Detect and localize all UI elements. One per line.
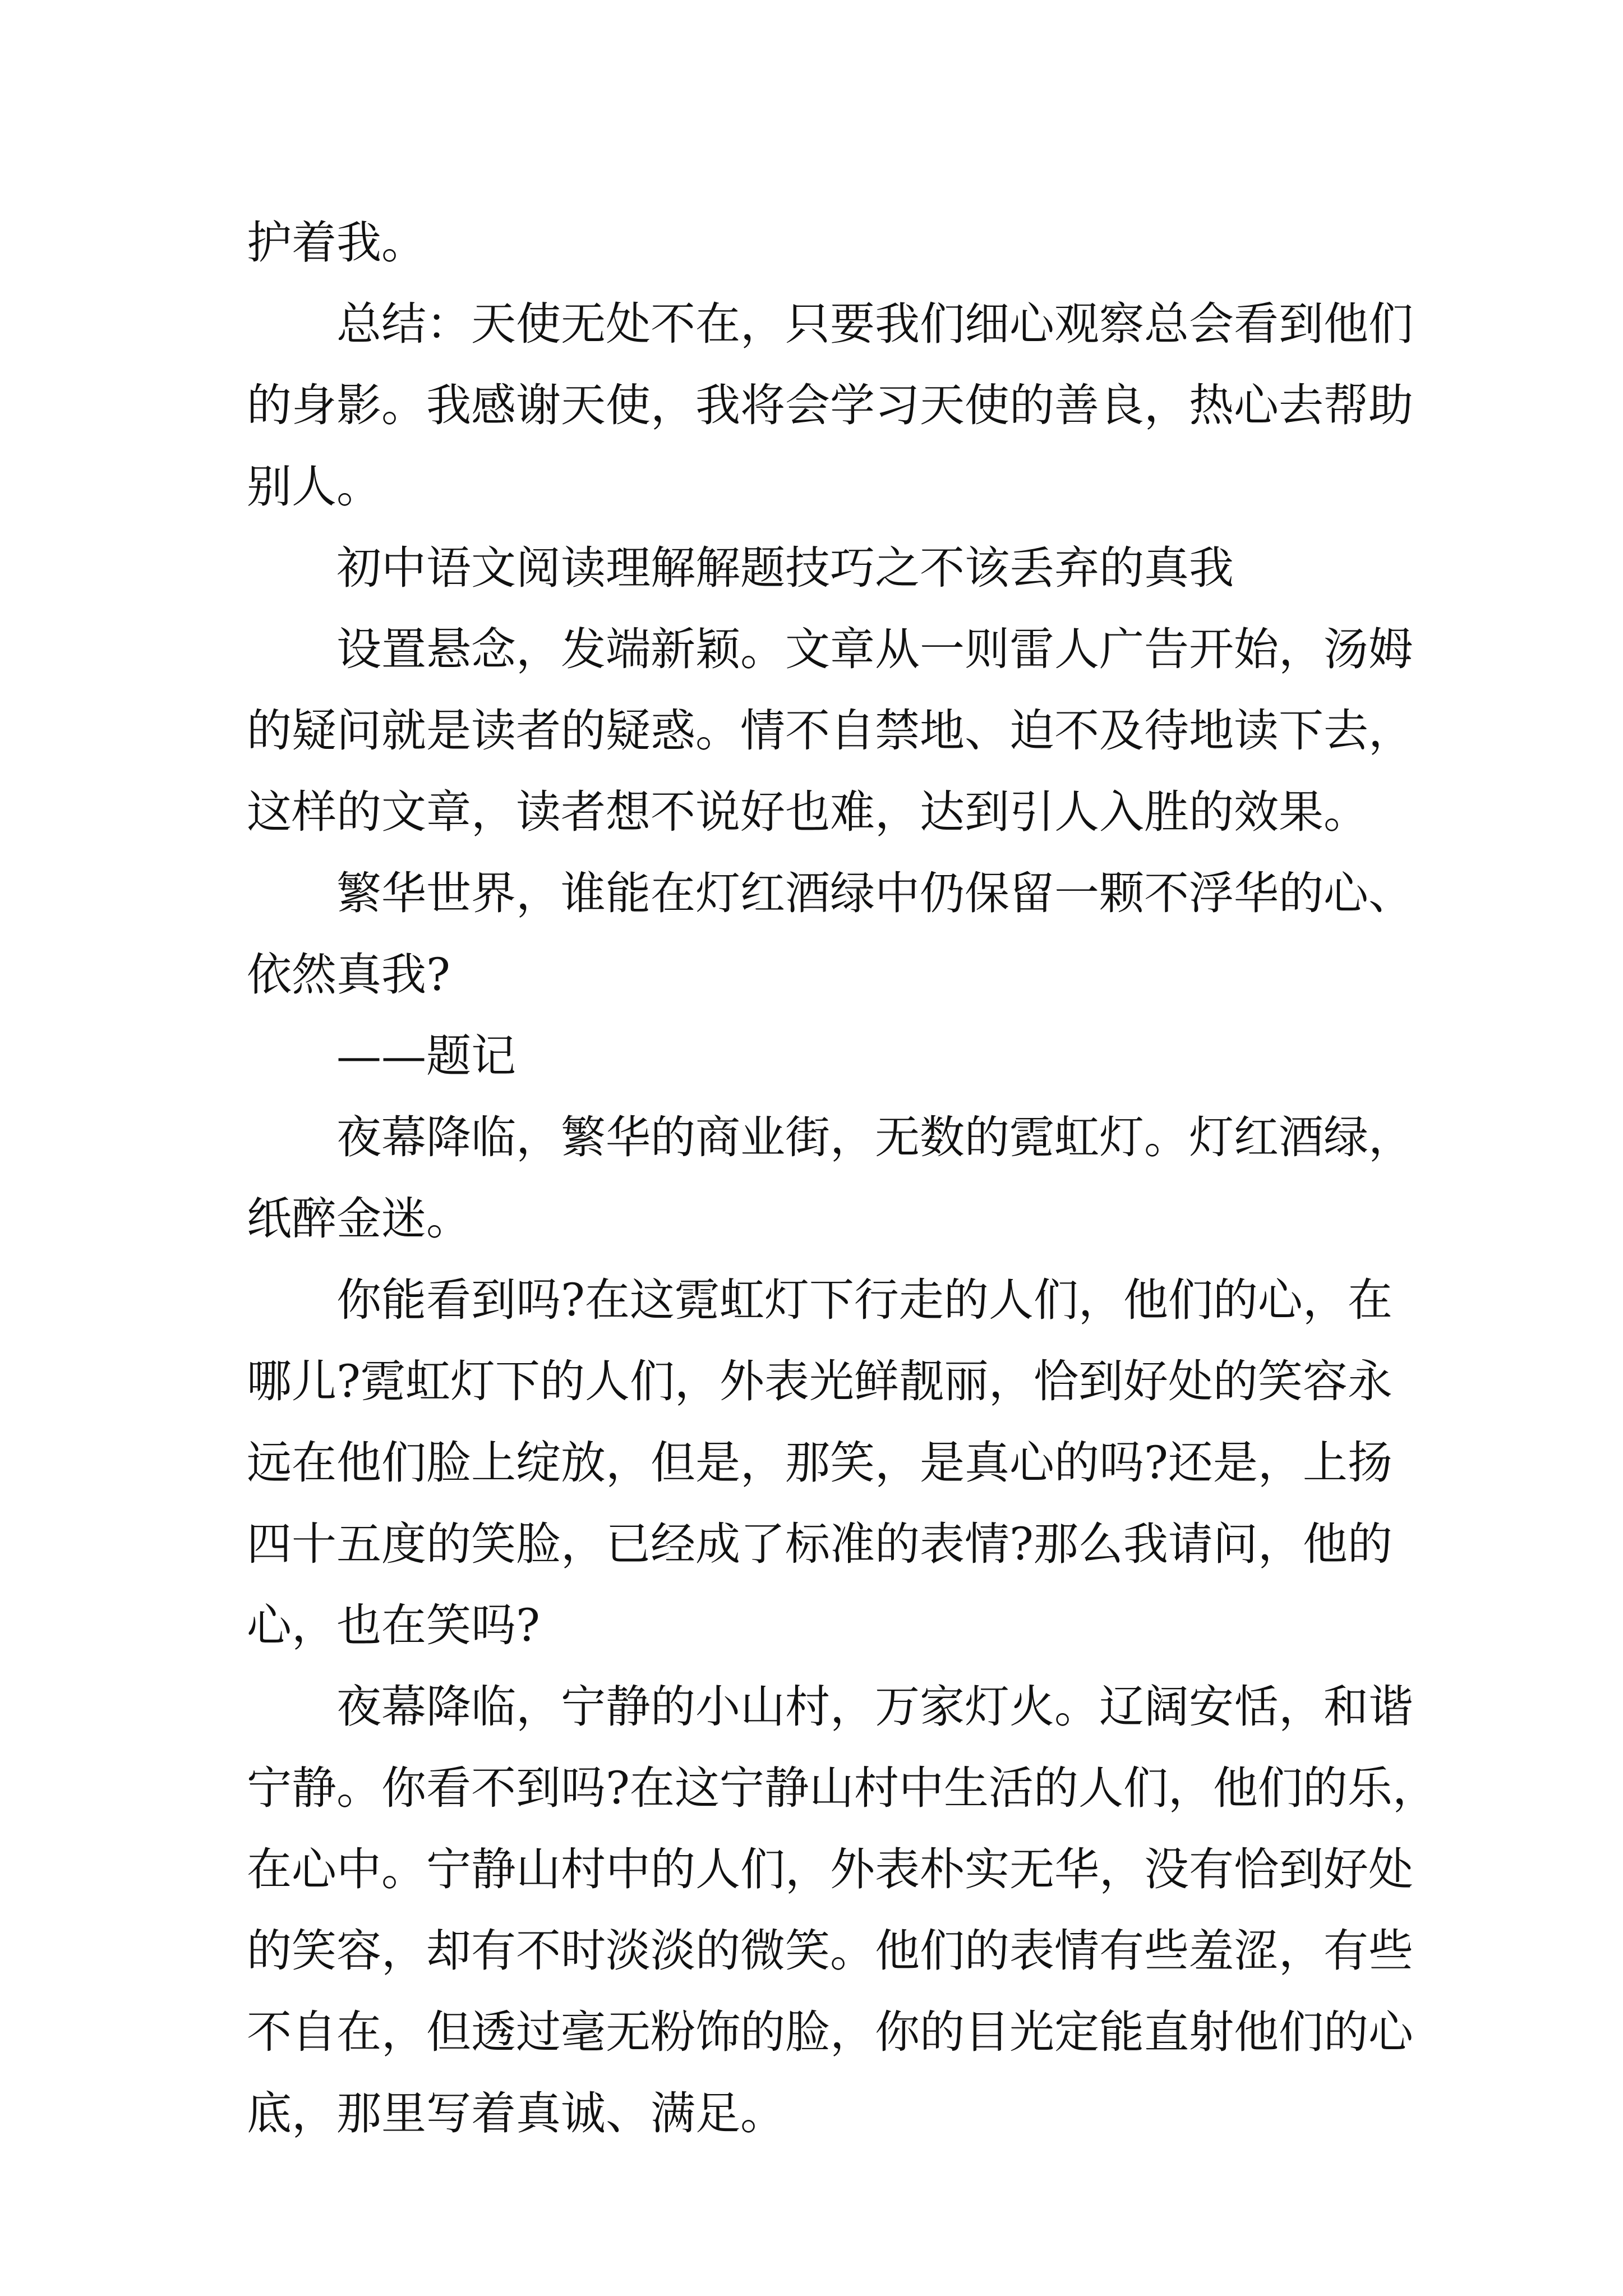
text-line: 远在他们脸上绽放，但是，那笑，是真心的吗?还是，上扬 — [247, 1437, 1393, 1489]
text-line: 你能看到吗?在这霓虹灯下行走的人们，他们的心，在 — [336, 1274, 1393, 1326]
document-body — [247, 202, 1437, 2154]
text-line: 底，那里写着真诚、满足。 — [247, 2087, 785, 2139]
text-line: 四十五度的笑脸，已经成了标准的表情?那么我请问，他的 — [247, 1518, 1393, 1570]
text-line: 不自在，但透过毫无粉饰的脸，你的目光定能直射他们的心 — [247, 2006, 1413, 2058]
text-line: 依然真我? — [247, 949, 450, 1001]
text-line: 繁华世界，谁能在灯红酒绿中仍保留一颗不浮华的心、 — [336, 867, 1413, 919]
text-line: 的笑容，却有不时淡淡的微笑。他们的表情有些羞涩，有些 — [247, 1925, 1413, 1977]
text-line: 心，也在笑吗? — [247, 1599, 540, 1651]
text-line: 初中语文阅读理解解题技巧之不该丢弃的真我 — [336, 542, 1234, 594]
text-line: 设置悬念，发端新颖。文章从一则雷人广告开始，汤姆 — [336, 623, 1413, 675]
text-line: 纸醉金迷。 — [247, 1193, 471, 1245]
text-line: 宁静。你看不到吗?在这宁静山村中生活的人们，他们的乐， — [247, 1762, 1437, 1814]
text-line: 夜幕降临，宁静的小山村，万家灯火。辽阔安恬，和谐 — [336, 1681, 1413, 1733]
text-line: 这样的文章，读者想不说好也难，达到引人入胜的效果。 — [247, 786, 1368, 838]
text-line: 总结：天使无处不在，只要我们细心观察总会看到他们 — [336, 298, 1413, 350]
text-line: ——题记 — [336, 1030, 516, 1082]
text-line: 哪儿?霓虹灯下的人们，外表光鲜靓丽，恰到好处的笑容永 — [247, 1355, 1393, 1407]
text-line: 别人。 — [247, 461, 381, 513]
text-line: 护着我。 — [247, 217, 426, 269]
text-line: 的身影。我感谢天使，我将会学习天使的善良，热心去帮助 — [247, 379, 1413, 431]
text-line: 的疑问就是读者的疑惑。情不自禁地、迫不及待地读下去， — [247, 705, 1413, 757]
text-line: 夜幕降临，繁华的商业街，无数的霓虹灯。灯红酒绿， — [336, 1111, 1413, 1163]
text-line: 在心中。宁静山村中的人们，外表朴实无华，没有恰到好处 — [247, 1843, 1413, 1895]
